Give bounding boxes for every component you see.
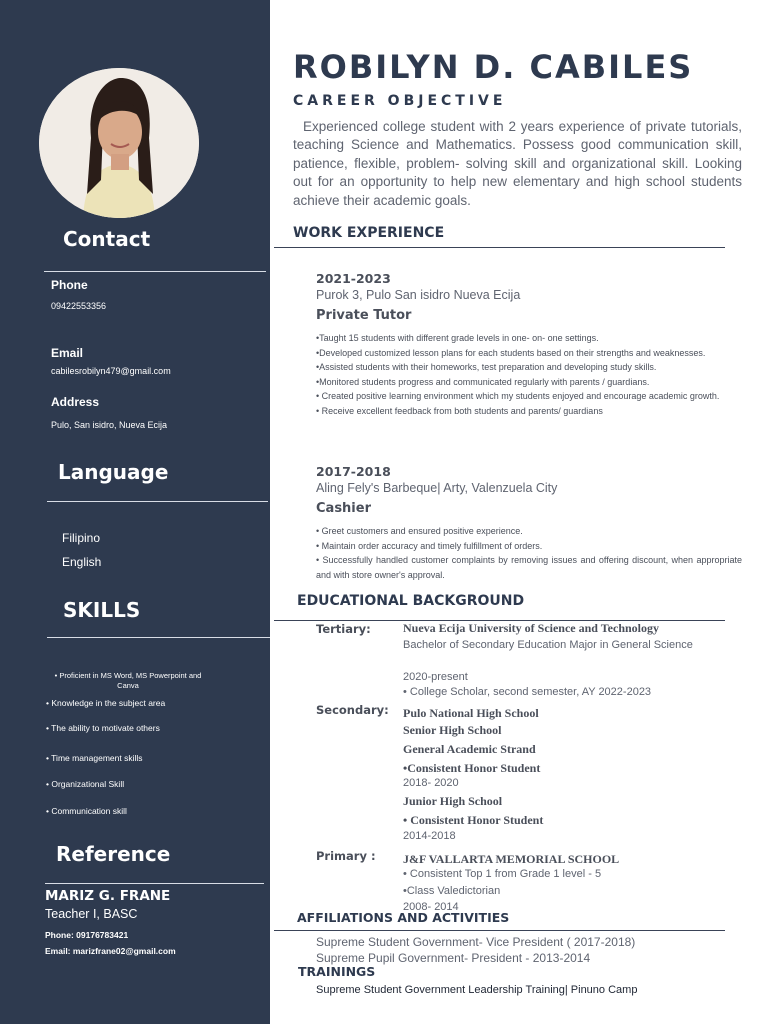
affiliation-item: Supreme Student Government- Vice President ( 2017-2018) [316, 935, 636, 949]
job-bullet: • Greet customers and ensured positive experience. [316, 526, 523, 536]
reference-title: Teacher I, BASC [45, 907, 138, 921]
work-experience-divider [274, 247, 725, 248]
reference-heading: Reference [56, 842, 171, 866]
affiliation-item: Supreme Pupil Government- President - 2013-2014 [316, 951, 591, 965]
career-objective-text: Experienced college student with 2 years experience of private tutorials, teaching Science and Mathematics. Possess good communication skill, patience, flexible, problem- solving skill and organizational skill. Looking out for an opportunity to help new elementary and high school students achieve their academic goals. [293, 119, 742, 208]
reference-name: MARIZ G. FRANE [45, 888, 171, 904]
job-years: 2017-2018 [316, 464, 391, 479]
job-place: Aling Fely's Barbeque| Arty, Valenzuela City [316, 481, 558, 495]
skill-item: • Organizational Skill [46, 779, 125, 789]
job-bullet: •Taught 15 students with different grade levels in one- on- one settings. [316, 333, 599, 343]
skill-item: • Time management skills [46, 753, 143, 763]
phone-value: 09422553356 [51, 301, 107, 311]
language-divider [47, 501, 268, 502]
junior-honor: • Consistent Honor Student [403, 813, 544, 827]
skills-divider [47, 637, 270, 638]
address-value: Pulo, San isidro, Nueva Ecija [51, 420, 168, 430]
language-heading: Language [58, 460, 169, 484]
job-bullet: • Successfully handled customer complaints by removing issues and offering discount, when appropriate and with store owner's approval. [316, 555, 742, 580]
tertiary-years: 2020-present [403, 671, 468, 683]
skill-item: • Knowledge in the subject area [46, 698, 166, 708]
training-item: Supreme Student Government Leadership Training| Pinuno Camp [316, 984, 638, 996]
skill-item: • The ability to motivate others [46, 723, 160, 733]
language-item: English [62, 555, 102, 569]
primary-note: • Consistent Top 1 from Grade 1 level - 5 [403, 868, 602, 880]
job-bullets [316, 524, 742, 582]
affiliations-divider [274, 930, 725, 931]
profile-photo [39, 68, 199, 218]
skill-item: • Communication skill [46, 806, 127, 816]
sidebar [0, 0, 270, 1024]
career-objective-heading: CAREER OBJECTIVE [293, 93, 507, 109]
job-place: Purok 3, Pulo San isidro Nueva Ecija [316, 288, 521, 302]
address-label: Address [51, 395, 100, 409]
job-bullet: •Assisted students with their homeworks, test preparation and developing study skills. [316, 362, 657, 373]
job-bullets [316, 331, 742, 419]
main-content [270, 0, 768, 1024]
tertiary-label: Tertiary: [316, 622, 371, 636]
senior-years: 2018- 2020 [403, 777, 459, 789]
profile-photo-image [39, 68, 199, 218]
reference-email: Email: marizfrane02@gmail.com [45, 946, 176, 956]
senior-honor: •Consistent Honor Student [403, 761, 541, 775]
email-label: Email [51, 346, 84, 360]
junior-years: 2014-2018 [403, 830, 456, 842]
academic-strand: General Academic Strand [403, 742, 536, 756]
primary-years: 2008- 2014 [403, 901, 459, 913]
affiliations-heading: AFFILIATIONS AND ACTIVITIES [297, 910, 510, 925]
job-bullet: •Monitored students progress and communicated regularly with parents / guardians. [316, 376, 650, 387]
skill-item: • Proficient in MS Word, MS Powerpoint and Canva [54, 671, 202, 690]
job-role: Cashier [316, 501, 371, 516]
job-bullet: •Developed customized lesson plans for each students based on their strengths and weaknesses. [316, 347, 706, 358]
secondary-label: Secondary: [316, 703, 389, 717]
work-experience-heading: WORK EXPERIENCE [293, 225, 445, 241]
primary-label: Primary : [316, 849, 376, 863]
email-value: cabilesrobilyn479@gmail.com [51, 366, 171, 376]
phone-label: Phone [51, 278, 88, 292]
language-item: Filipino [62, 531, 101, 545]
reference-phone: Phone: 09176783421 [45, 930, 129, 940]
tertiary-degree: Bachelor of Secondary Education Major in General Science [403, 639, 693, 651]
contact-divider [44, 271, 266, 272]
primary-school: J&F VALLARTA MEMORIAL SCHOOL [403, 852, 620, 866]
contact-heading: Contact [63, 227, 151, 251]
secondary-school: Pulo National High School [403, 706, 539, 720]
primary-note: •Class Valedictorian [403, 885, 501, 897]
job-bullet: • Receive excellent feedback from both students and parents/ guardians [316, 405, 603, 416]
job-role: Private Tutor [316, 308, 412, 323]
junior-high-school: Junior High School [403, 794, 503, 808]
tertiary-school: Nueva Ecija University of Science and Technology [403, 621, 660, 635]
education-heading: EDUCATIONAL BACKGROUND [297, 593, 525, 609]
senior-high-school: Senior High School [403, 723, 502, 737]
applicant-name: ROBILYN D. CABILES [293, 48, 694, 86]
reference-divider [45, 883, 264, 884]
job-bullet: • Created positive learning environment which my students enjoyed and encourage academic growth. [316, 391, 720, 402]
trainings-heading: TRAININGS [298, 964, 376, 979]
job-years: 2021-2023 [316, 271, 391, 286]
job-bullet: • Maintain order accuracy and timely fulfillment of orders. [316, 540, 543, 551]
skills-heading: SKILLS [63, 598, 141, 622]
tertiary-note: • College Scholar, second semester, AY 2022-2023 [403, 686, 652, 698]
